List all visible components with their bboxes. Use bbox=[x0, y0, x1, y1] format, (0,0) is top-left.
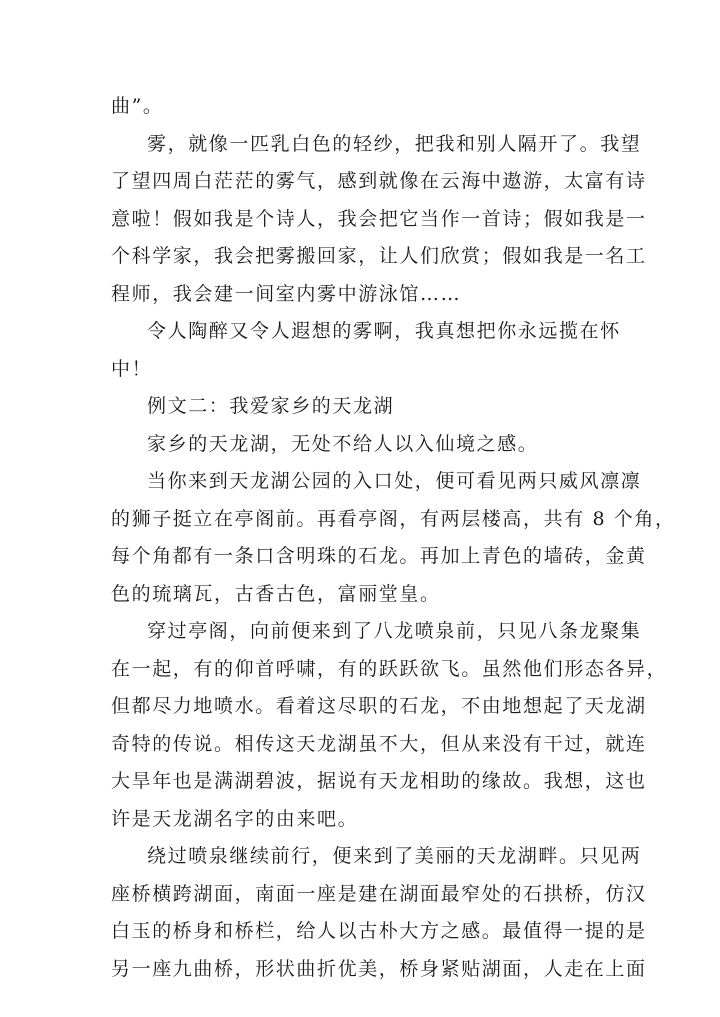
text-line: 的狮子挺立在亭阁前。再看亭阁，有两层楼高，共有 8 个角， bbox=[111, 507, 676, 530]
text-line: 当你来到天龙湖公园的入口处，便可看见两只威风凛凛 bbox=[147, 470, 642, 492]
text-line: 穿过亭阁，向前便来到了八龙喷泉前，只见八条龙聚集 bbox=[147, 620, 642, 642]
text-line: 许是天龙湖名字的由来吧。 bbox=[111, 807, 359, 830]
text-line: 绕过喷泉继续前行，便来到了美丽的天龙湖畔。只见两 bbox=[147, 845, 642, 867]
text-line: 意啦！假如我是个诗人，我会把它当作一首诗；假如我是一 bbox=[111, 207, 647, 230]
text-line: 每个角都有一条口含明珠的石龙。再加上青色的墙砖，金黄 bbox=[111, 545, 647, 567]
text-line: 座桥横跨湖面，南面一座是建在湖面最窄处的石拱桥，仿汉 bbox=[111, 882, 647, 905]
text-line: 令人陶醉又令人遐想的雾啊，我真想把你永远揽在怀 bbox=[147, 320, 621, 342]
text-line: 了望四周白茫茫的雾气，感到就像在云海中遨游，太富有诗 bbox=[111, 170, 647, 192]
text-line: 大旱年也是满湖碧波，据说有天龙相助的缘故。我想，这也 bbox=[111, 770, 647, 792]
text-line: 曲”。 bbox=[111, 95, 164, 117]
text-line: 雾，就像一匹乳白色的轻纱，把我和别人隔开了。我望 bbox=[147, 132, 642, 155]
body-text bbox=[111, 88, 676, 988]
text-line: 另一座九曲桥，形状曲折优美，桥身紧贴湖面，人走在上面 bbox=[111, 957, 647, 980]
text-line: 白玉的桥身和桥栏，给人以古朴大方之感。最值得一提的是 bbox=[111, 920, 647, 942]
text-line: 色的琉璃瓦，古香古色，富丽堂皇。 bbox=[111, 582, 441, 605]
text-line: 奇特的传说。相传这天龙湖虽不大，但从来没有干过，就连 bbox=[111, 732, 647, 755]
text-line: 家乡的天龙湖，无处不给人以入仙境之感。 bbox=[147, 432, 539, 455]
text-line: 例文二：我爱家乡的天龙湖 bbox=[147, 395, 395, 417]
text-line: 在一起，有的仰首呼啸，有的跃跃欲飞。虽然他们形态各异， bbox=[111, 657, 668, 680]
text-line: 但都尽力地喷水。看着这尽职的石龙，不由地想起了天龙湖 bbox=[111, 695, 647, 717]
text-line: 程师，我会建一间室内雾中游泳馆…… bbox=[111, 282, 462, 305]
text-line: 中！ bbox=[111, 357, 153, 380]
text-line: 个科学家，我会把雾搬回家，让人们欣赏；假如我是一名工 bbox=[111, 245, 647, 267]
